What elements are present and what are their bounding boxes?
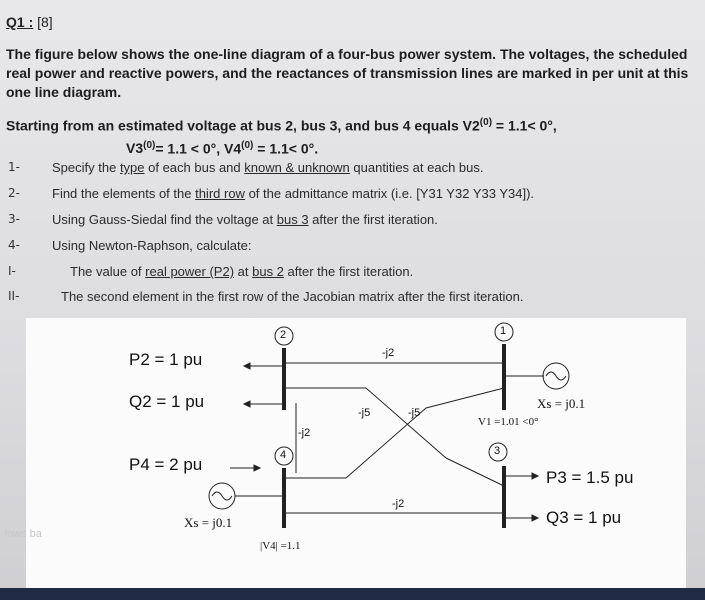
task-number: 2-	[8, 186, 20, 200]
diagram-lines	[26, 318, 686, 600]
bus-1-label: 1	[500, 325, 507, 337]
task-number: 1-	[8, 160, 20, 174]
task-underline: third row	[195, 186, 245, 201]
reactance-2-3: -j5	[358, 407, 371, 419]
task-text: Using Newton-Raphson, calculate:	[52, 238, 252, 253]
p2-label: P2 = 1 pu	[129, 350, 203, 369]
v4-label: |V4| =1.1	[260, 540, 301, 552]
taskbar	[0, 588, 705, 600]
q2-label: Q2 = 1 pu	[129, 392, 205, 411]
task-text: after the first iteration.	[308, 212, 438, 227]
v1-label: V1 =1.01 <0°	[478, 416, 539, 428]
task-text: after the first iteration.	[283, 264, 414, 279]
v3-label: V3	[126, 140, 144, 157]
question-number: Q1 :	[6, 14, 34, 30]
sup-v3: (0)	[143, 139, 156, 151]
task-text: of each bus and	[144, 160, 245, 175]
task-text: Using Gauss-Siedal find the voltage at	[52, 212, 277, 227]
reactance-2-1: -j2	[382, 347, 395, 359]
task-text: of the admittance matrix (i.e. [Y31 Y32 Y33 Y34]).	[244, 186, 535, 201]
start-prefix: Starting from an estimated voltage at bus 2, bus 3, and bus 4 equals V2	[6, 117, 480, 134]
v3-value: = 1.1 < 0°, V4	[155, 140, 242, 157]
bus-4-label: 4	[280, 449, 287, 461]
bus-3-label: 3	[494, 445, 501, 457]
q3-label: Q3 = 1 pu	[546, 508, 622, 527]
reactance-4-1: -j5	[408, 407, 421, 419]
task-text: quantities at each bus.	[349, 160, 484, 175]
task-number: 3-	[8, 212, 20, 226]
task-underline: bus 2	[252, 264, 284, 279]
watermark: fows ba	[4, 528, 42, 540]
task-number: 4-	[8, 238, 20, 252]
v4-value: = 1.1< 0°.	[253, 140, 319, 157]
task-number: I-	[8, 264, 16, 278]
p4-label: P4 = 2 pu	[129, 455, 203, 474]
task-text: Specify the	[52, 160, 120, 175]
initial-voltage-statement	[6, 113, 696, 158]
bus-2-label: 2	[280, 329, 287, 341]
task-text: at	[234, 264, 253, 279]
sup-v2: (0)	[479, 117, 493, 128]
p3-label: P3 = 1.5 pu	[546, 468, 634, 487]
reactance-4-3: -j2	[392, 498, 405, 510]
start-suffix: = 1.1< 0°,	[492, 117, 557, 134]
question-title	[6, 14, 53, 30]
xs-bus-4: Xs = j0.1	[184, 515, 233, 530]
task-text: The second element in the first row of the Jacobian matrix after the first iteration.	[61, 289, 524, 304]
task-underline: bus 3	[276, 212, 309, 227]
xs-bus-1: Xs = j0.1	[537, 396, 586, 411]
task-underline: known & unknown	[244, 160, 350, 175]
task-underline: type	[119, 160, 145, 175]
reactance-2-4: -j2	[298, 427, 311, 439]
task-text: The value of	[70, 264, 146, 279]
task-underline: real power (P2)	[145, 264, 235, 279]
one-line-diagram	[26, 318, 686, 600]
task-text: Find the elements of the	[52, 186, 196, 201]
question-marks: [8]	[37, 14, 53, 30]
task-number: II-	[8, 289, 20, 303]
sup-v4: (0)	[241, 139, 254, 151]
intro-paragraph: The figure below shows the one-line diagram of a four-bus power system. The voltages, the scheduled real power and reactive powers, and the reactances of transmission lines are marked in per unit at this one line diagram.	[6, 46, 689, 100]
